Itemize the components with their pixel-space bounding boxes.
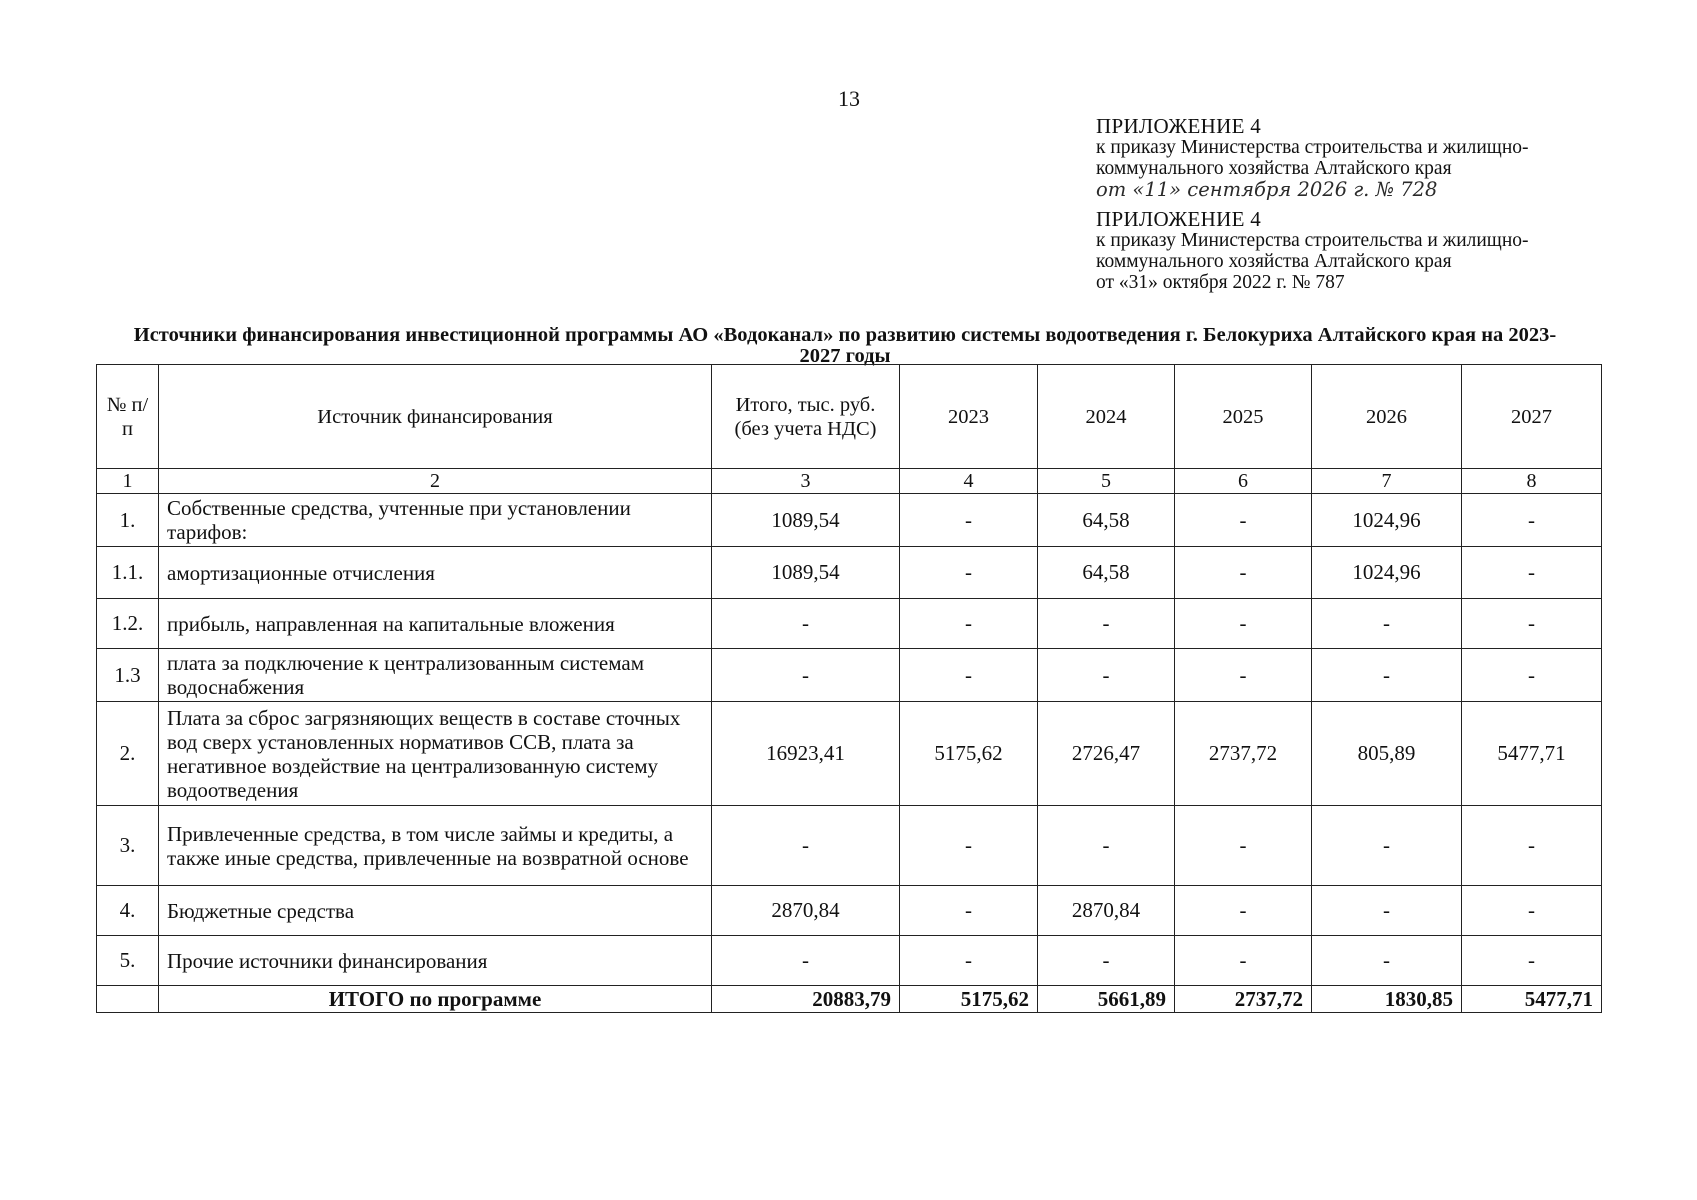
total-2024: 5661,89: [1038, 986, 1175, 1013]
total-label: ИТОГО по программе: [159, 986, 712, 1013]
row-2026: -: [1312, 936, 1462, 986]
row-2026: 1024,96: [1312, 547, 1462, 599]
row-2023: -: [900, 599, 1038, 649]
row-2024: -: [1038, 806, 1175, 886]
row-num: 1.: [97, 494, 159, 547]
row-2023: -: [900, 494, 1038, 547]
row-2026: -: [1312, 886, 1462, 936]
row-2027: -: [1462, 649, 1602, 702]
row-2027: -: [1462, 806, 1602, 886]
column-number: 5: [1038, 469, 1175, 494]
row-2025: -: [1175, 806, 1312, 886]
appendix-line: к приказу Министерства строительства и жилищно-: [1096, 230, 1529, 251]
column-number: 6: [1175, 469, 1312, 494]
row-2025: -: [1175, 886, 1312, 936]
header-2027: 2027: [1462, 365, 1602, 469]
row-2024: 64,58: [1038, 547, 1175, 599]
column-number: 1: [97, 469, 159, 494]
row-source: амортизационные отчисления: [159, 547, 712, 599]
table-row: [97, 547, 1602, 599]
row-2026: 805,89: [1312, 702, 1462, 806]
total-sum: 20883,79: [712, 986, 900, 1013]
row-source: Привлеченные средства, в том числе займы и кредиты, а также иные средства, привлеченные на возвратной основе: [159, 806, 712, 886]
total-row: [97, 986, 1602, 1013]
header-2025: 2025: [1175, 365, 1312, 469]
appendix-line: к приказу Министерства строительства и жилищно-: [1096, 137, 1529, 158]
total-2023: 5175,62: [900, 986, 1038, 1013]
row-2023: -: [900, 649, 1038, 702]
row-2026: -: [1312, 599, 1462, 649]
total-2026: 1830,85: [1312, 986, 1462, 1013]
row-2027: -: [1462, 494, 1602, 547]
row-2023: -: [900, 886, 1038, 936]
header-total: Итого, тыс. руб. (без учета НДС): [712, 365, 900, 469]
row-2026: 1024,96: [1312, 494, 1462, 547]
appendix-date-line: от «31» октября 2022 г. № 787: [1096, 272, 1345, 293]
document-title: Источники финансирования инвестиционной программы АО «Водоканал» по развитию системы водоотведения г. Белокуриха Алтайского края на 2023-2027 годы: [133, 324, 1557, 367]
financing-table: [96, 364, 1602, 1013]
row-2025: -: [1175, 649, 1312, 702]
header-2026: 2026: [1312, 365, 1462, 469]
row-num: 1.1.: [97, 547, 159, 599]
appendix-date-line-handwritten: от «11» сентября 2026 г. № 728: [1096, 178, 1438, 201]
row-2025: -: [1175, 547, 1312, 599]
row-total: 1089,54: [712, 494, 900, 547]
row-num: 1.2.: [97, 599, 159, 649]
row-source: плата за подключение к централизованным системам водоснабжения: [159, 649, 712, 702]
table-row: [97, 599, 1602, 649]
row-2024: 64,58: [1038, 494, 1175, 547]
header-source: Источник финансирования: [159, 365, 712, 469]
appendix-line: коммунального хозяйства Алтайского края: [1096, 158, 1452, 179]
row-2027: -: [1462, 936, 1602, 986]
row-num: 3.: [97, 806, 159, 886]
table-row: [97, 494, 1602, 547]
row-total: -: [712, 649, 900, 702]
row-2027: 5477,71: [1462, 702, 1602, 806]
appendix-block-original: [1096, 209, 1656, 293]
header-num: № п/п: [97, 365, 159, 469]
header-2024: 2024: [1038, 365, 1175, 469]
row-2026: -: [1312, 649, 1462, 702]
column-number: 8: [1462, 469, 1602, 494]
row-2025: -: [1175, 936, 1312, 986]
row-2023: 5175,62: [900, 702, 1038, 806]
row-2024: 2870,84: [1038, 886, 1175, 936]
row-source: Бюджетные средства: [159, 886, 712, 936]
total-2025: 2737,72: [1175, 986, 1312, 1013]
row-total: -: [712, 936, 900, 986]
row-source: Плата за сброс загрязняющих веществ в составе сточных вод сверх установленных нормативов ССВ, плата за негативное воздействие на централизованную систему водоотведения: [159, 702, 712, 806]
row-2023: -: [900, 936, 1038, 986]
row-2027: -: [1462, 599, 1602, 649]
page-number: 13: [838, 86, 860, 111]
column-numbers-row: [97, 469, 1602, 494]
row-2023: -: [900, 806, 1038, 886]
total-empty-cell: [97, 986, 159, 1013]
row-total: -: [712, 806, 900, 886]
row-2025: -: [1175, 599, 1312, 649]
row-total: 16923,41: [712, 702, 900, 806]
header-2023: 2023: [900, 365, 1038, 469]
row-num: 2.: [97, 702, 159, 806]
table-row: [97, 936, 1602, 986]
appendix-heading: ПРИЛОЖЕНИЕ 4: [1096, 114, 1262, 138]
row-total: 2870,84: [712, 886, 900, 936]
total-2027: 5477,71: [1462, 986, 1602, 1013]
row-2023: -: [900, 547, 1038, 599]
appendix-line: коммунального хозяйства Алтайского края: [1096, 251, 1452, 272]
row-2025: -: [1175, 494, 1312, 547]
row-source: Собственные средства, учтенные при установлении тарифов:: [159, 494, 712, 547]
table-header-row: [97, 365, 1602, 469]
row-2027: -: [1462, 547, 1602, 599]
row-2024: 2726,47: [1038, 702, 1175, 806]
column-number: 2: [159, 469, 712, 494]
row-2025: 2737,72: [1175, 702, 1312, 806]
row-2024: -: [1038, 599, 1175, 649]
row-source: Прочие источники финансирования: [159, 936, 712, 986]
table-row: [97, 649, 1602, 702]
table-row: [97, 702, 1602, 806]
row-2024: -: [1038, 936, 1175, 986]
column-number: 7: [1312, 469, 1462, 494]
row-2026: -: [1312, 806, 1462, 886]
row-2024: -: [1038, 649, 1175, 702]
row-num: 5.: [97, 936, 159, 986]
table-row: [97, 886, 1602, 936]
column-number: 4: [900, 469, 1038, 494]
appendix-block-amended: [1096, 116, 1656, 200]
row-source: прибыль, направленная на капитальные вложения: [159, 599, 712, 649]
column-number: 3: [712, 469, 900, 494]
table-row: [97, 806, 1602, 886]
row-num: 1.3: [97, 649, 159, 702]
row-total: 1089,54: [712, 547, 900, 599]
row-num: 4.: [97, 886, 159, 936]
appendix-heading: ПРИЛОЖЕНИЕ 4: [1096, 207, 1262, 231]
row-2027: -: [1462, 886, 1602, 936]
row-total: -: [712, 599, 900, 649]
